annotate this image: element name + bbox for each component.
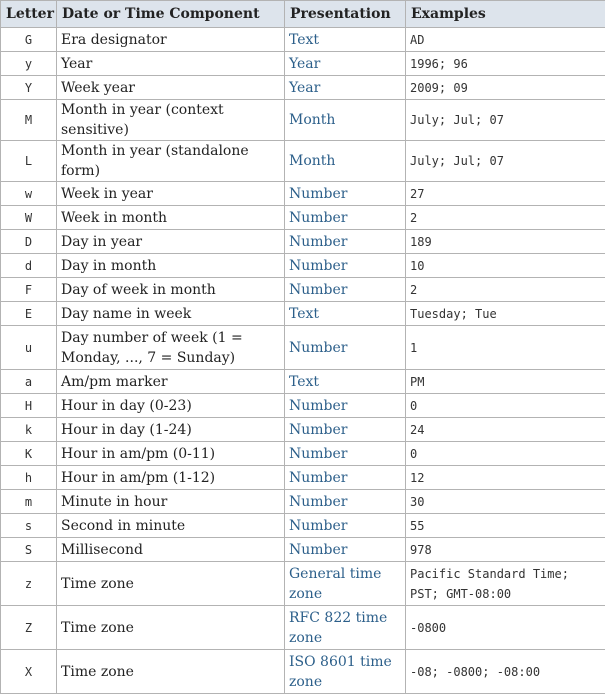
letter-cell: W xyxy=(1,206,57,230)
letter-cell: y xyxy=(1,52,57,76)
component-cell: Month in year (standalone form) xyxy=(57,141,285,182)
component-cell: Week year xyxy=(57,76,285,100)
examples-cell: 1 xyxy=(406,326,605,370)
table-row xyxy=(1,514,605,538)
table-row xyxy=(1,230,605,254)
presentation-cell: Number xyxy=(285,278,406,302)
component-cell: Day name in week xyxy=(57,302,285,326)
letter-cell: H xyxy=(1,394,57,418)
examples-cell: 2009; 09 xyxy=(406,76,605,100)
table-row xyxy=(1,606,605,650)
table-body xyxy=(1,28,605,694)
examples-cell: 27 xyxy=(406,182,605,206)
component-cell: Hour in day (1-24) xyxy=(57,418,285,442)
letter-cell: s xyxy=(1,514,57,538)
letter-cell: z xyxy=(1,562,57,606)
table-row xyxy=(1,394,605,418)
component-cell: Am/pm marker xyxy=(57,370,285,394)
component-cell: Hour in day (0-23) xyxy=(57,394,285,418)
table-row xyxy=(1,206,605,230)
examples-cell: 0 xyxy=(406,442,605,466)
letter-cell: u xyxy=(1,326,57,370)
component-cell: Hour in am/pm (0-11) xyxy=(57,442,285,466)
header-examples: Examples xyxy=(406,1,605,28)
component-cell: Month in year (context sensitive) xyxy=(57,100,285,141)
presentation-cell: Number xyxy=(285,466,406,490)
component-cell: Week in month xyxy=(57,206,285,230)
component-cell: Time zone xyxy=(57,650,285,694)
presentation-cell: Text xyxy=(285,370,406,394)
table-row xyxy=(1,52,605,76)
examples-cell: PM xyxy=(406,370,605,394)
examples-cell: 0 xyxy=(406,394,605,418)
table-row xyxy=(1,76,605,100)
table-row xyxy=(1,141,605,182)
table-row xyxy=(1,278,605,302)
header-component: Date or Time Component xyxy=(57,1,285,28)
table-row xyxy=(1,28,605,52)
examples-cell: July; Jul; 07 xyxy=(406,100,605,141)
letter-cell: a xyxy=(1,370,57,394)
letter-cell: G xyxy=(1,28,57,52)
examples-cell: 978 xyxy=(406,538,605,562)
presentation-cell: Number xyxy=(285,230,406,254)
examples-cell: 1996; 96 xyxy=(406,52,605,76)
presentation-cell: Number xyxy=(285,514,406,538)
table-row xyxy=(1,326,605,370)
presentation-cell: Number xyxy=(285,326,406,370)
presentation-cell: Month xyxy=(285,100,406,141)
letter-cell: F xyxy=(1,278,57,302)
component-cell: Minute in hour xyxy=(57,490,285,514)
presentation-cell: Month xyxy=(285,141,406,182)
letter-cell: S xyxy=(1,538,57,562)
examples-cell: -08; -0800; -08:00 xyxy=(406,650,605,694)
presentation-cell: Year xyxy=(285,52,406,76)
table-row xyxy=(1,182,605,206)
component-cell: Day of week in month xyxy=(57,278,285,302)
presentation-cell: Text xyxy=(285,302,406,326)
component-cell: Day in year xyxy=(57,230,285,254)
examples-cell: -0800 xyxy=(406,606,605,650)
header-letter: Letter xyxy=(1,1,57,28)
letter-cell: m xyxy=(1,490,57,514)
component-cell: Era designator xyxy=(57,28,285,52)
component-cell: Day number of week (1 = Monday, ..., 7 = Sunday) xyxy=(57,326,285,370)
table-row xyxy=(1,466,605,490)
letter-cell: D xyxy=(1,230,57,254)
letter-cell: h xyxy=(1,466,57,490)
presentation-cell: General time zone xyxy=(285,562,406,606)
component-cell: Hour in am/pm (1-12) xyxy=(57,466,285,490)
presentation-cell: Year xyxy=(285,76,406,100)
header-presentation: Presentation xyxy=(285,1,406,28)
examples-cell: 189 xyxy=(406,230,605,254)
presentation-cell: Number xyxy=(285,490,406,514)
table-header-row xyxy=(1,1,605,28)
letter-cell: M xyxy=(1,100,57,141)
examples-cell: 12 xyxy=(406,466,605,490)
table-row xyxy=(1,490,605,514)
presentation-cell: RFC 822 time zone xyxy=(285,606,406,650)
letter-cell: d xyxy=(1,254,57,278)
table-row xyxy=(1,100,605,141)
component-cell: Year xyxy=(57,52,285,76)
letter-cell: w xyxy=(1,182,57,206)
examples-cell: 2 xyxy=(406,206,605,230)
component-cell: Time zone xyxy=(57,606,285,650)
presentation-cell: Number xyxy=(285,206,406,230)
letter-cell: E xyxy=(1,302,57,326)
presentation-cell: Text xyxy=(285,28,406,52)
table-row xyxy=(1,254,605,278)
letter-cell: Y xyxy=(1,76,57,100)
presentation-cell: Number xyxy=(285,254,406,278)
letter-cell: Z xyxy=(1,606,57,650)
component-cell: Day in month xyxy=(57,254,285,278)
letter-cell: K xyxy=(1,442,57,466)
component-cell: Time zone xyxy=(57,562,285,606)
table-row xyxy=(1,418,605,442)
table-row xyxy=(1,302,605,326)
presentation-cell: Number xyxy=(285,418,406,442)
presentation-cell: Number xyxy=(285,442,406,466)
examples-cell: AD xyxy=(406,28,605,52)
presentation-cell: Number xyxy=(285,182,406,206)
examples-cell: 24 xyxy=(406,418,605,442)
table-row xyxy=(1,650,605,694)
examples-cell: 2 xyxy=(406,278,605,302)
table-row xyxy=(1,538,605,562)
letter-cell: k xyxy=(1,418,57,442)
presentation-cell: ISO 8601 time zone xyxy=(285,650,406,694)
table-row xyxy=(1,370,605,394)
letter-cell: L xyxy=(1,141,57,182)
component-cell: Second in minute xyxy=(57,514,285,538)
examples-cell: 10 xyxy=(406,254,605,278)
examples-cell: 55 xyxy=(406,514,605,538)
examples-cell: 30 xyxy=(406,490,605,514)
presentation-cell: Number xyxy=(285,394,406,418)
examples-cell: Pacific Standard Time; PST; GMT-08:00 xyxy=(406,562,605,606)
component-cell: Millisecond xyxy=(57,538,285,562)
table-row xyxy=(1,562,605,606)
examples-cell: Tuesday; Tue xyxy=(406,302,605,326)
presentation-cell: Number xyxy=(285,538,406,562)
examples-cell: July; Jul; 07 xyxy=(406,141,605,182)
letter-cell: X xyxy=(1,650,57,694)
component-cell: Week in year xyxy=(57,182,285,206)
table-row xyxy=(1,442,605,466)
